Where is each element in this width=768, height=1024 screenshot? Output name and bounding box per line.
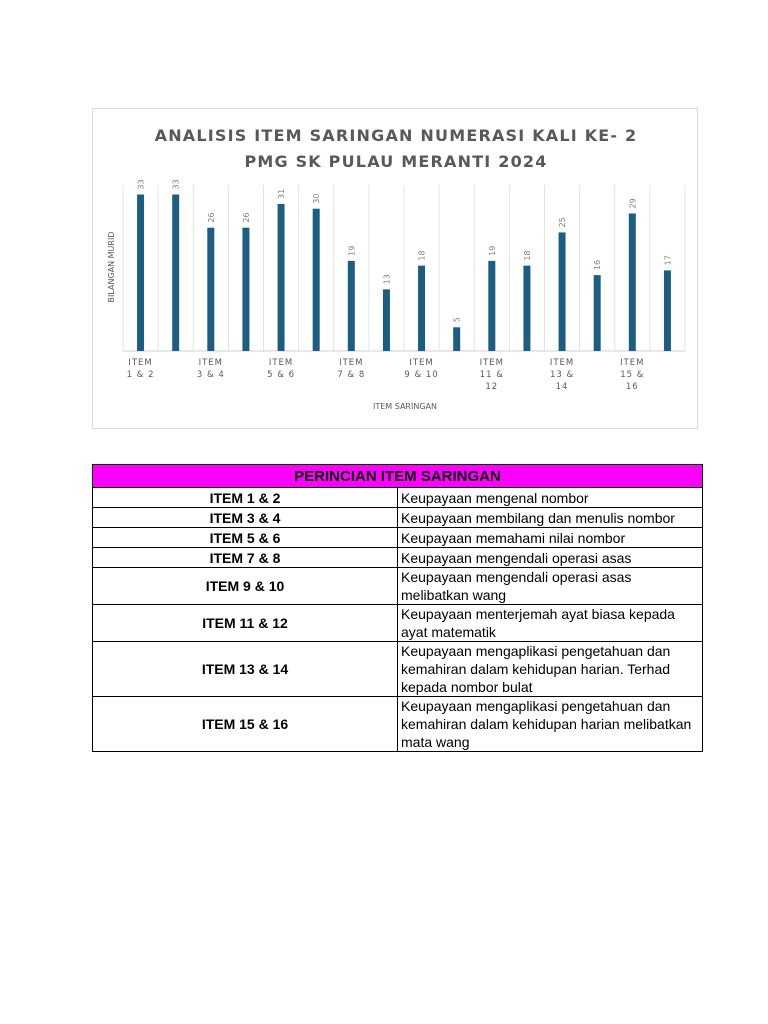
- data-label: 25: [558, 217, 568, 228]
- data-label: 19: [487, 245, 497, 256]
- data-label: 18: [522, 250, 532, 261]
- x-tick-label: 3 & 4: [196, 370, 225, 380]
- bar: [348, 261, 355, 351]
- x-tick-label: 9 & 10: [404, 370, 439, 380]
- data-label: 19: [347, 245, 357, 256]
- bar: [594, 275, 601, 351]
- bar: [383, 289, 390, 351]
- bar: [278, 204, 285, 351]
- bar: [313, 209, 320, 351]
- x-tick-label: 5 & 6: [267, 370, 295, 380]
- x-tick-label: 1 & 2: [126, 370, 155, 380]
- bar: [523, 266, 530, 351]
- desc-cell: Keupayaan mengenal nombor: [398, 488, 703, 508]
- bar: [559, 232, 566, 351]
- x-tick-label: 13 &: [549, 370, 575, 380]
- desc-cell: Keupayaan mengaplikasi pengetahuan dan kemahiran dalam kehidupan harian. Terhad kepada nombor bulat: [398, 642, 703, 697]
- bar-chart: [93, 109, 699, 430]
- item-cell: ITEM 9 & 10: [93, 568, 398, 605]
- desc-cell: Keupayaan mengendali operasi asas melibatkan wang: [398, 568, 703, 605]
- bar: [453, 327, 460, 351]
- bar: [242, 228, 249, 351]
- data-label: 16: [593, 259, 603, 271]
- x-tick-label: ITEM: [339, 358, 364, 368]
- x-tick-label: 14: [555, 382, 569, 392]
- y-axis-label: BILANGAN MURID: [107, 231, 116, 303]
- desc-cell: Keupayaan mengaplikasi pengetahuan dan kemahiran dalam kehidupan harian melibatkan mata wang: [398, 697, 703, 752]
- item-cell: ITEM 7 & 8: [93, 548, 398, 568]
- table-row: [93, 697, 703, 752]
- x-tick-labels: [127, 358, 645, 392]
- table-header: PERINCIAN ITEM SARINGAN: [93, 465, 703, 488]
- chart-title-line-1: ANALISIS ITEM SARINGAN NUMERASI KALI KE- 2: [154, 126, 638, 145]
- table-row: [93, 528, 703, 548]
- x-tick-label: 11 &: [479, 370, 504, 380]
- bar: [418, 266, 425, 351]
- chart-container: [92, 108, 698, 429]
- x-tick-label: 15 &: [620, 370, 645, 380]
- item-cell: ITEM 11 & 12: [93, 605, 398, 642]
- data-label: 13: [382, 274, 392, 285]
- item-cell: ITEM 13 & 14: [93, 642, 398, 697]
- table-row: [93, 548, 703, 568]
- table-row: [93, 568, 703, 605]
- data-label: 5: [452, 317, 462, 323]
- desc-cell: Keupayaan menterjemah ayat biasa kepada ayat matematik: [398, 605, 703, 642]
- x-tick-label: ITEM: [198, 358, 224, 368]
- bar: [207, 228, 214, 351]
- data-label: 26: [241, 212, 251, 223]
- data-label: 33: [171, 179, 181, 190]
- data-label: 29: [628, 198, 638, 209]
- chart-title-line-2: PMG SK PULAU MERANTI 2024: [244, 152, 548, 171]
- data-label: 31: [277, 188, 287, 199]
- data-label: 33: [136, 179, 146, 190]
- desc-cell: Keupayaan memahami nilai nombor: [398, 528, 703, 548]
- item-cell: ITEM 15 & 16: [93, 697, 398, 752]
- item-cell: ITEM 3 & 4: [93, 508, 398, 528]
- x-tick-label: ITEM: [620, 358, 645, 368]
- item-cell: ITEM 5 & 6: [93, 528, 398, 548]
- bar: [172, 194, 179, 351]
- x-tick-label: 16: [625, 382, 639, 392]
- item-detail-table: [92, 464, 703, 752]
- bar: [629, 213, 636, 351]
- table-row: [93, 488, 703, 508]
- desc-cell: Keupayaan mengendali operasi asas: [398, 548, 703, 568]
- bar: [664, 270, 671, 351]
- x-tick-label: ITEM: [479, 358, 505, 368]
- data-label: 26: [206, 212, 216, 223]
- desc-cell: Keupayaan membilang dan menulis nombor: [398, 508, 703, 528]
- x-tick-label: ITEM: [268, 358, 294, 368]
- bar: [488, 261, 495, 351]
- x-tick-label: ITEM: [549, 358, 575, 368]
- table-row: [93, 605, 703, 642]
- data-label: 17: [663, 255, 673, 266]
- item-cell: ITEM 1 & 2: [93, 488, 398, 508]
- table-row: [93, 642, 703, 697]
- data-label: 18: [417, 250, 427, 261]
- x-tick-label: ITEM: [409, 358, 434, 368]
- x-tick-label: 7 & 8: [337, 370, 366, 380]
- x-tick-label: ITEM: [128, 358, 153, 368]
- bar: [137, 194, 144, 351]
- table-row: [93, 508, 703, 528]
- x-tick-label: 12: [485, 382, 499, 392]
- x-axis-label: ITEM SARINGAN: [372, 402, 438, 411]
- data-label: 30: [312, 193, 322, 204]
